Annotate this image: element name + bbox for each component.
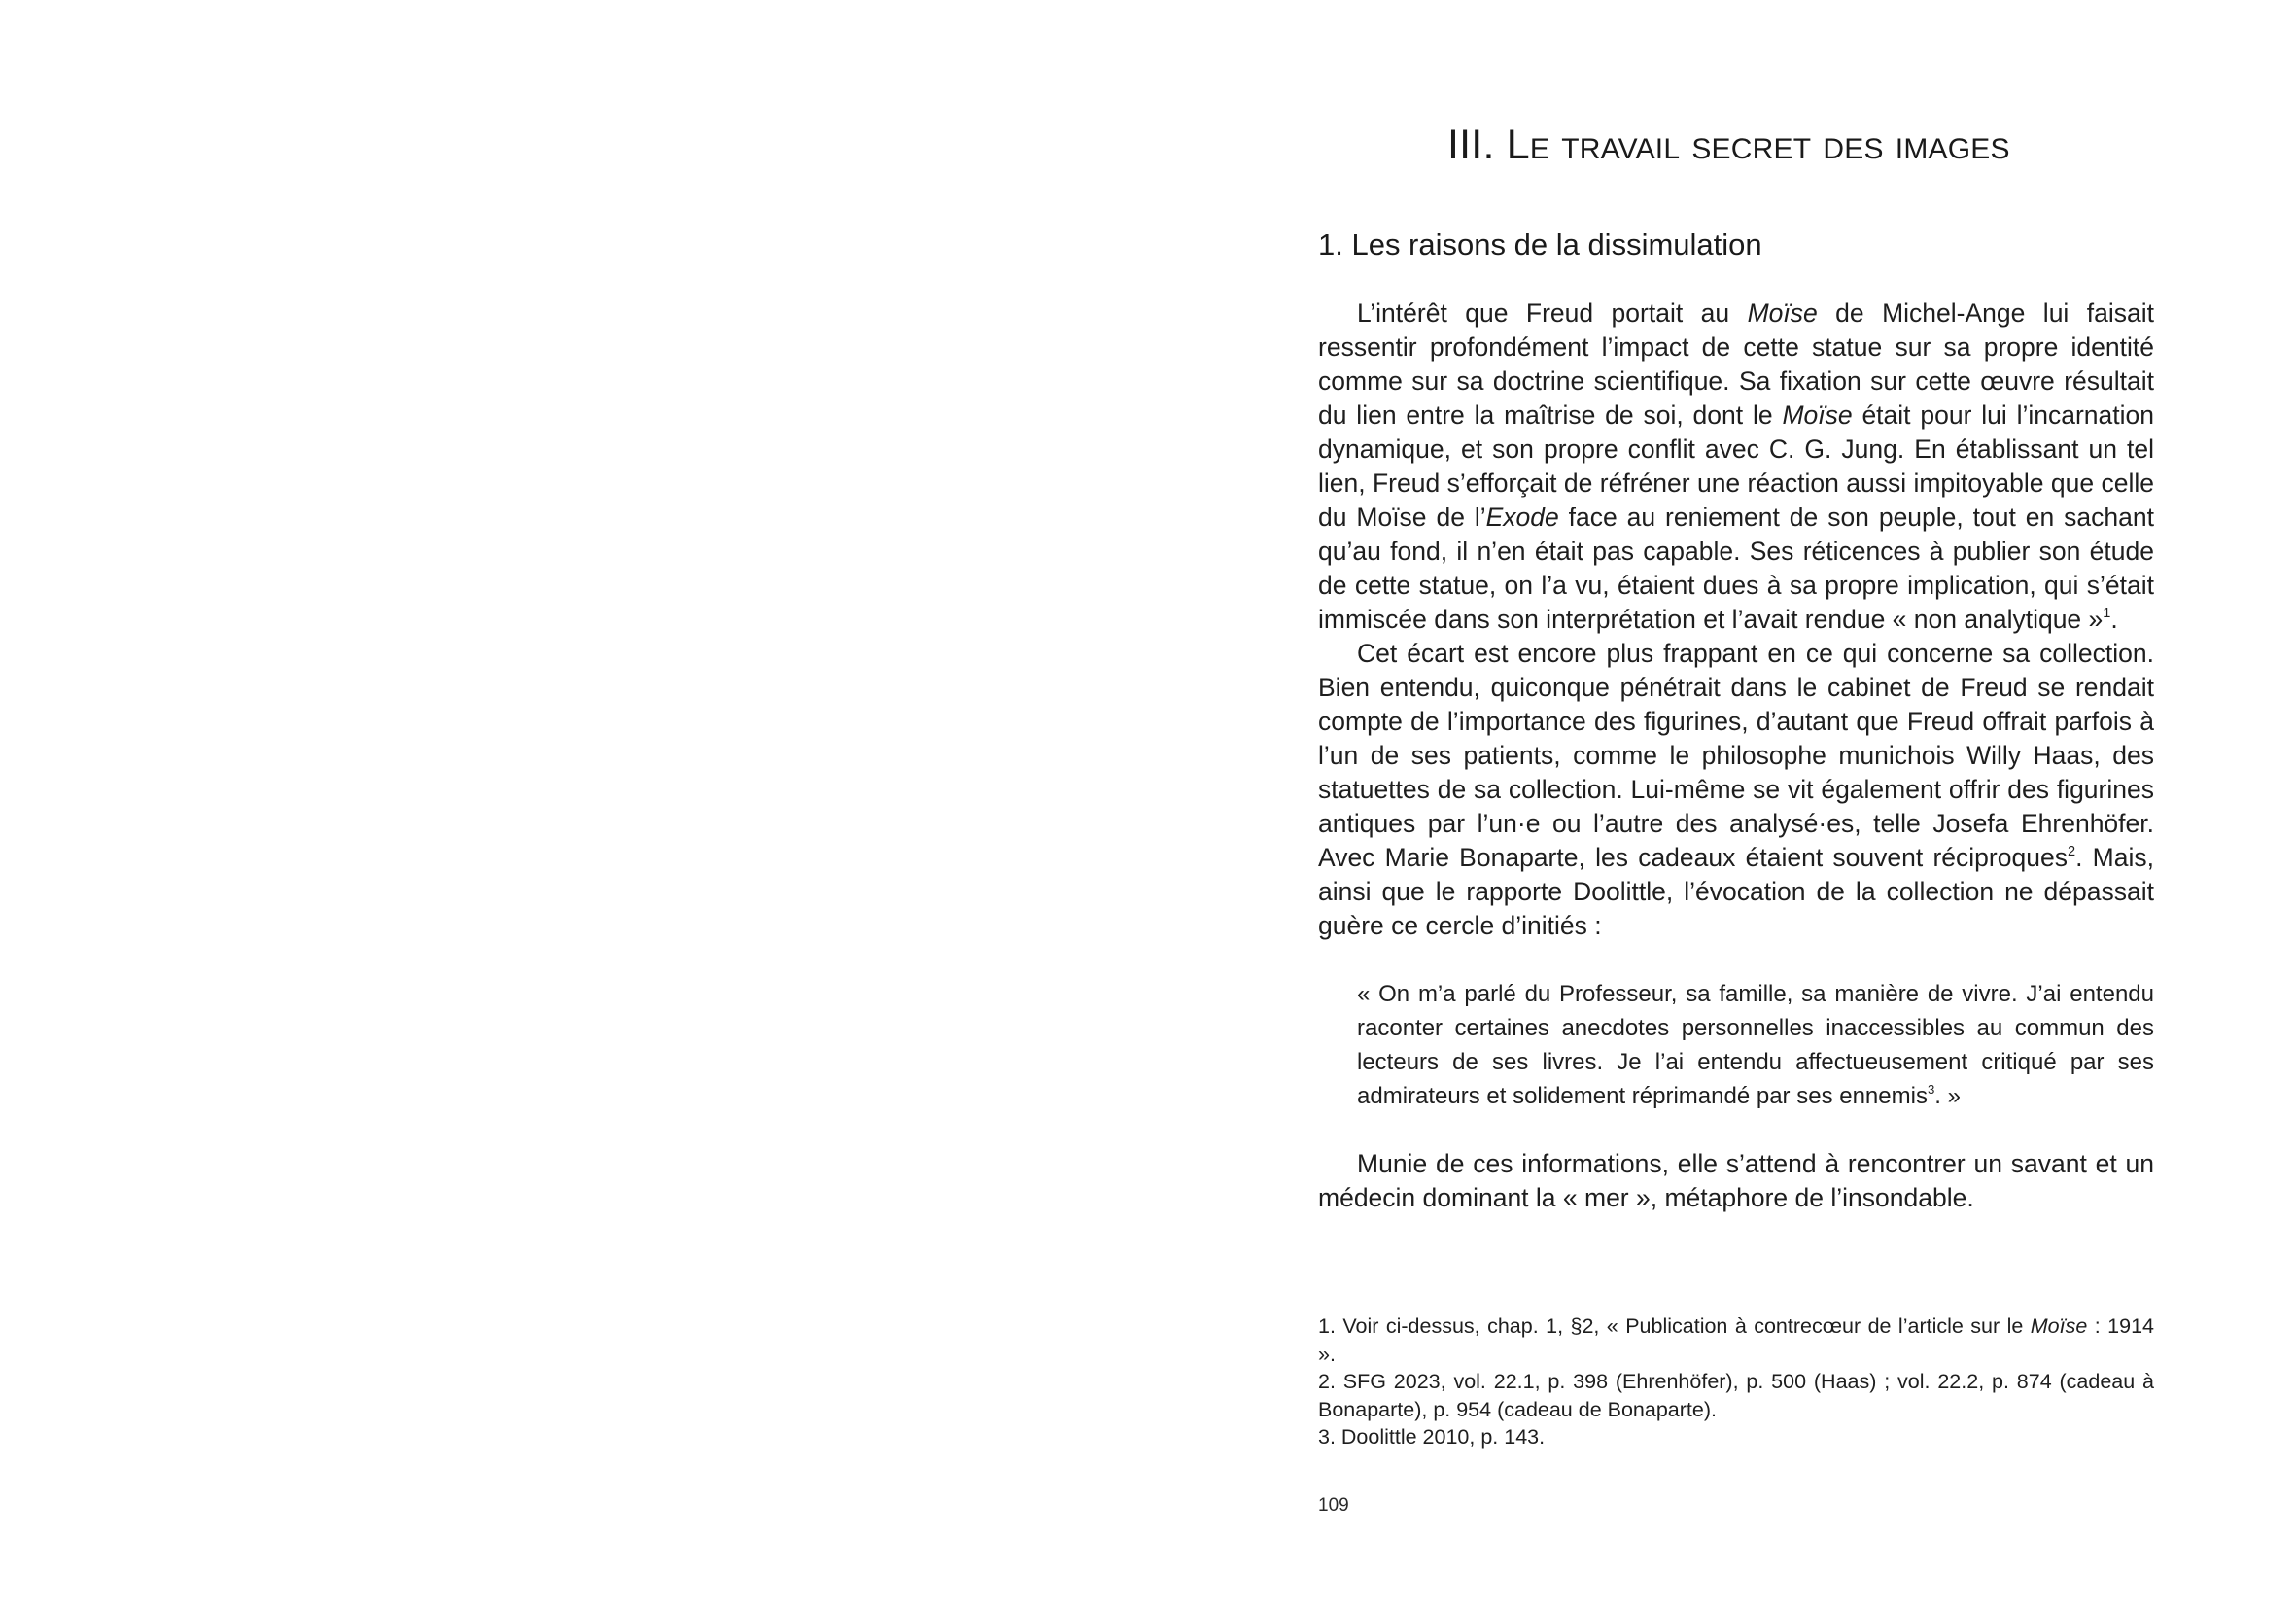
text-run: Cet écart est encore plus frappant en ce qui concerne sa collection. Bien entendu, quiconque pénétrait dans le cabinet de Freud se rendait compte de l’importance des figurines, d’autant que Freud offrait parfois à l’un de ses patients, comme le philosophe munichois Willy Haas, des statuettes de sa collection. Lui-même se vit également offrir des figurines antiques par l’un·e ou l’autre des analysé·es, telle Josefa Ehrenhöfer. Avec Marie Bonaparte, les cadeaux étaient souvent réciproques — [1318, 639, 2154, 872]
body-text — [1318, 297, 2154, 1215]
text-run: L’intérêt que Freud portait au — [1357, 298, 1748, 328]
chapter-title-rest: e travail secret des images — [1529, 122, 2010, 168]
right-page — [1148, 0, 2296, 1607]
block-quote — [1357, 977, 2154, 1113]
text-run: . — [2110, 605, 2118, 634]
page-number: 109 — [1318, 1495, 1349, 1516]
italic-title: Moïse — [2030, 1314, 2088, 1338]
text-run: : 1914 ». — [1318, 1314, 2155, 1366]
paragraph-1 — [1318, 297, 2154, 637]
section-heading: 1. Les raisons de la dissimulation — [1318, 227, 1762, 262]
text-run: de Michel-Ange lui faisait ressentir profondément l’impact de cette statue sur sa propre identité comme sur sa doctrine scientifique. Sa fixation sur cette œuvre résultait du lien entre la maîtrise de soi, dont le — [1318, 298, 2154, 430]
italic-title: Moïse — [1782, 401, 1853, 430]
text-run: . » — [1934, 1083, 1961, 1109]
footnote-2: 2. SFG 2023, vol. 22.1, p. 398 (Ehrenhöfer), p. 500 (Haas) ; vol. 22.2, p. 874 (cadeau à Bonaparte), p. 954 (cadeau de Bonaparte). — [1318, 1370, 2154, 1421]
paragraph-3: Munie de ces informations, elle s’attend à rencontrer un savant et un médecin dominant la « mer », métaphore de l’insondable. — [1318, 1149, 2154, 1212]
chapter-title — [1447, 115, 2010, 175]
italic-title: Exode — [1485, 503, 1559, 532]
footnote-ref-3[interactable]: 3 — [1927, 1082, 1935, 1098]
footnote-1 — [1318, 1312, 2154, 1368]
paragraph-2 — [1318, 637, 2154, 943]
text-run: était pour lui l’incarnation dynamique, et son propre conflit avec C. G. Jung. En établissant un tel lien, Freud s’efforçait de réfréner une réaction aussi impitoyable que celle du Moïse de l’ — [1318, 401, 2155, 532]
footnote-ref-2[interactable]: 2 — [2067, 844, 2076, 860]
text-run: . Mais, ainsi que le rapporte Doolittle, l’évocation de la collection ne dépassait guère ce cercle d’initiés : — [1318, 843, 2154, 940]
text-run: « On m’a parlé du Professeur, sa famille, sa manière de vivre. J’ai entendu raconter certaines anecdotes personnelles inaccessibles au commun des lecteurs de ses livres. Je l’ai entendu affectueusement critiqué par ses admirateurs et solidement réprimandé par ses ennemis — [1357, 981, 2154, 1109]
footnotes — [1318, 1312, 2154, 1451]
footnote-ref-1[interactable]: 1 — [2103, 606, 2111, 622]
text-run: 1. Voir ci-dessus, chap. 1, §2, « Publication à contrecœur de l’article sur le — [1318, 1314, 2031, 1338]
footnote-3: 3. Doolittle 2010, p. 143. — [1318, 1425, 1546, 1449]
italic-title: Moïse — [1747, 298, 1818, 328]
chapter-numeral: III. L — [1447, 122, 1530, 168]
text-run: face au reniement de son peuple, tout en sachant qu’au fond, il n’en était pas capable. Ses réticences à publier son étude de cette statue, on l’a vu, étaient dues à sa propre implication, qui s’était immiscée dans son interprétation et l’avait rendue « non analytique » — [1318, 503, 2154, 634]
